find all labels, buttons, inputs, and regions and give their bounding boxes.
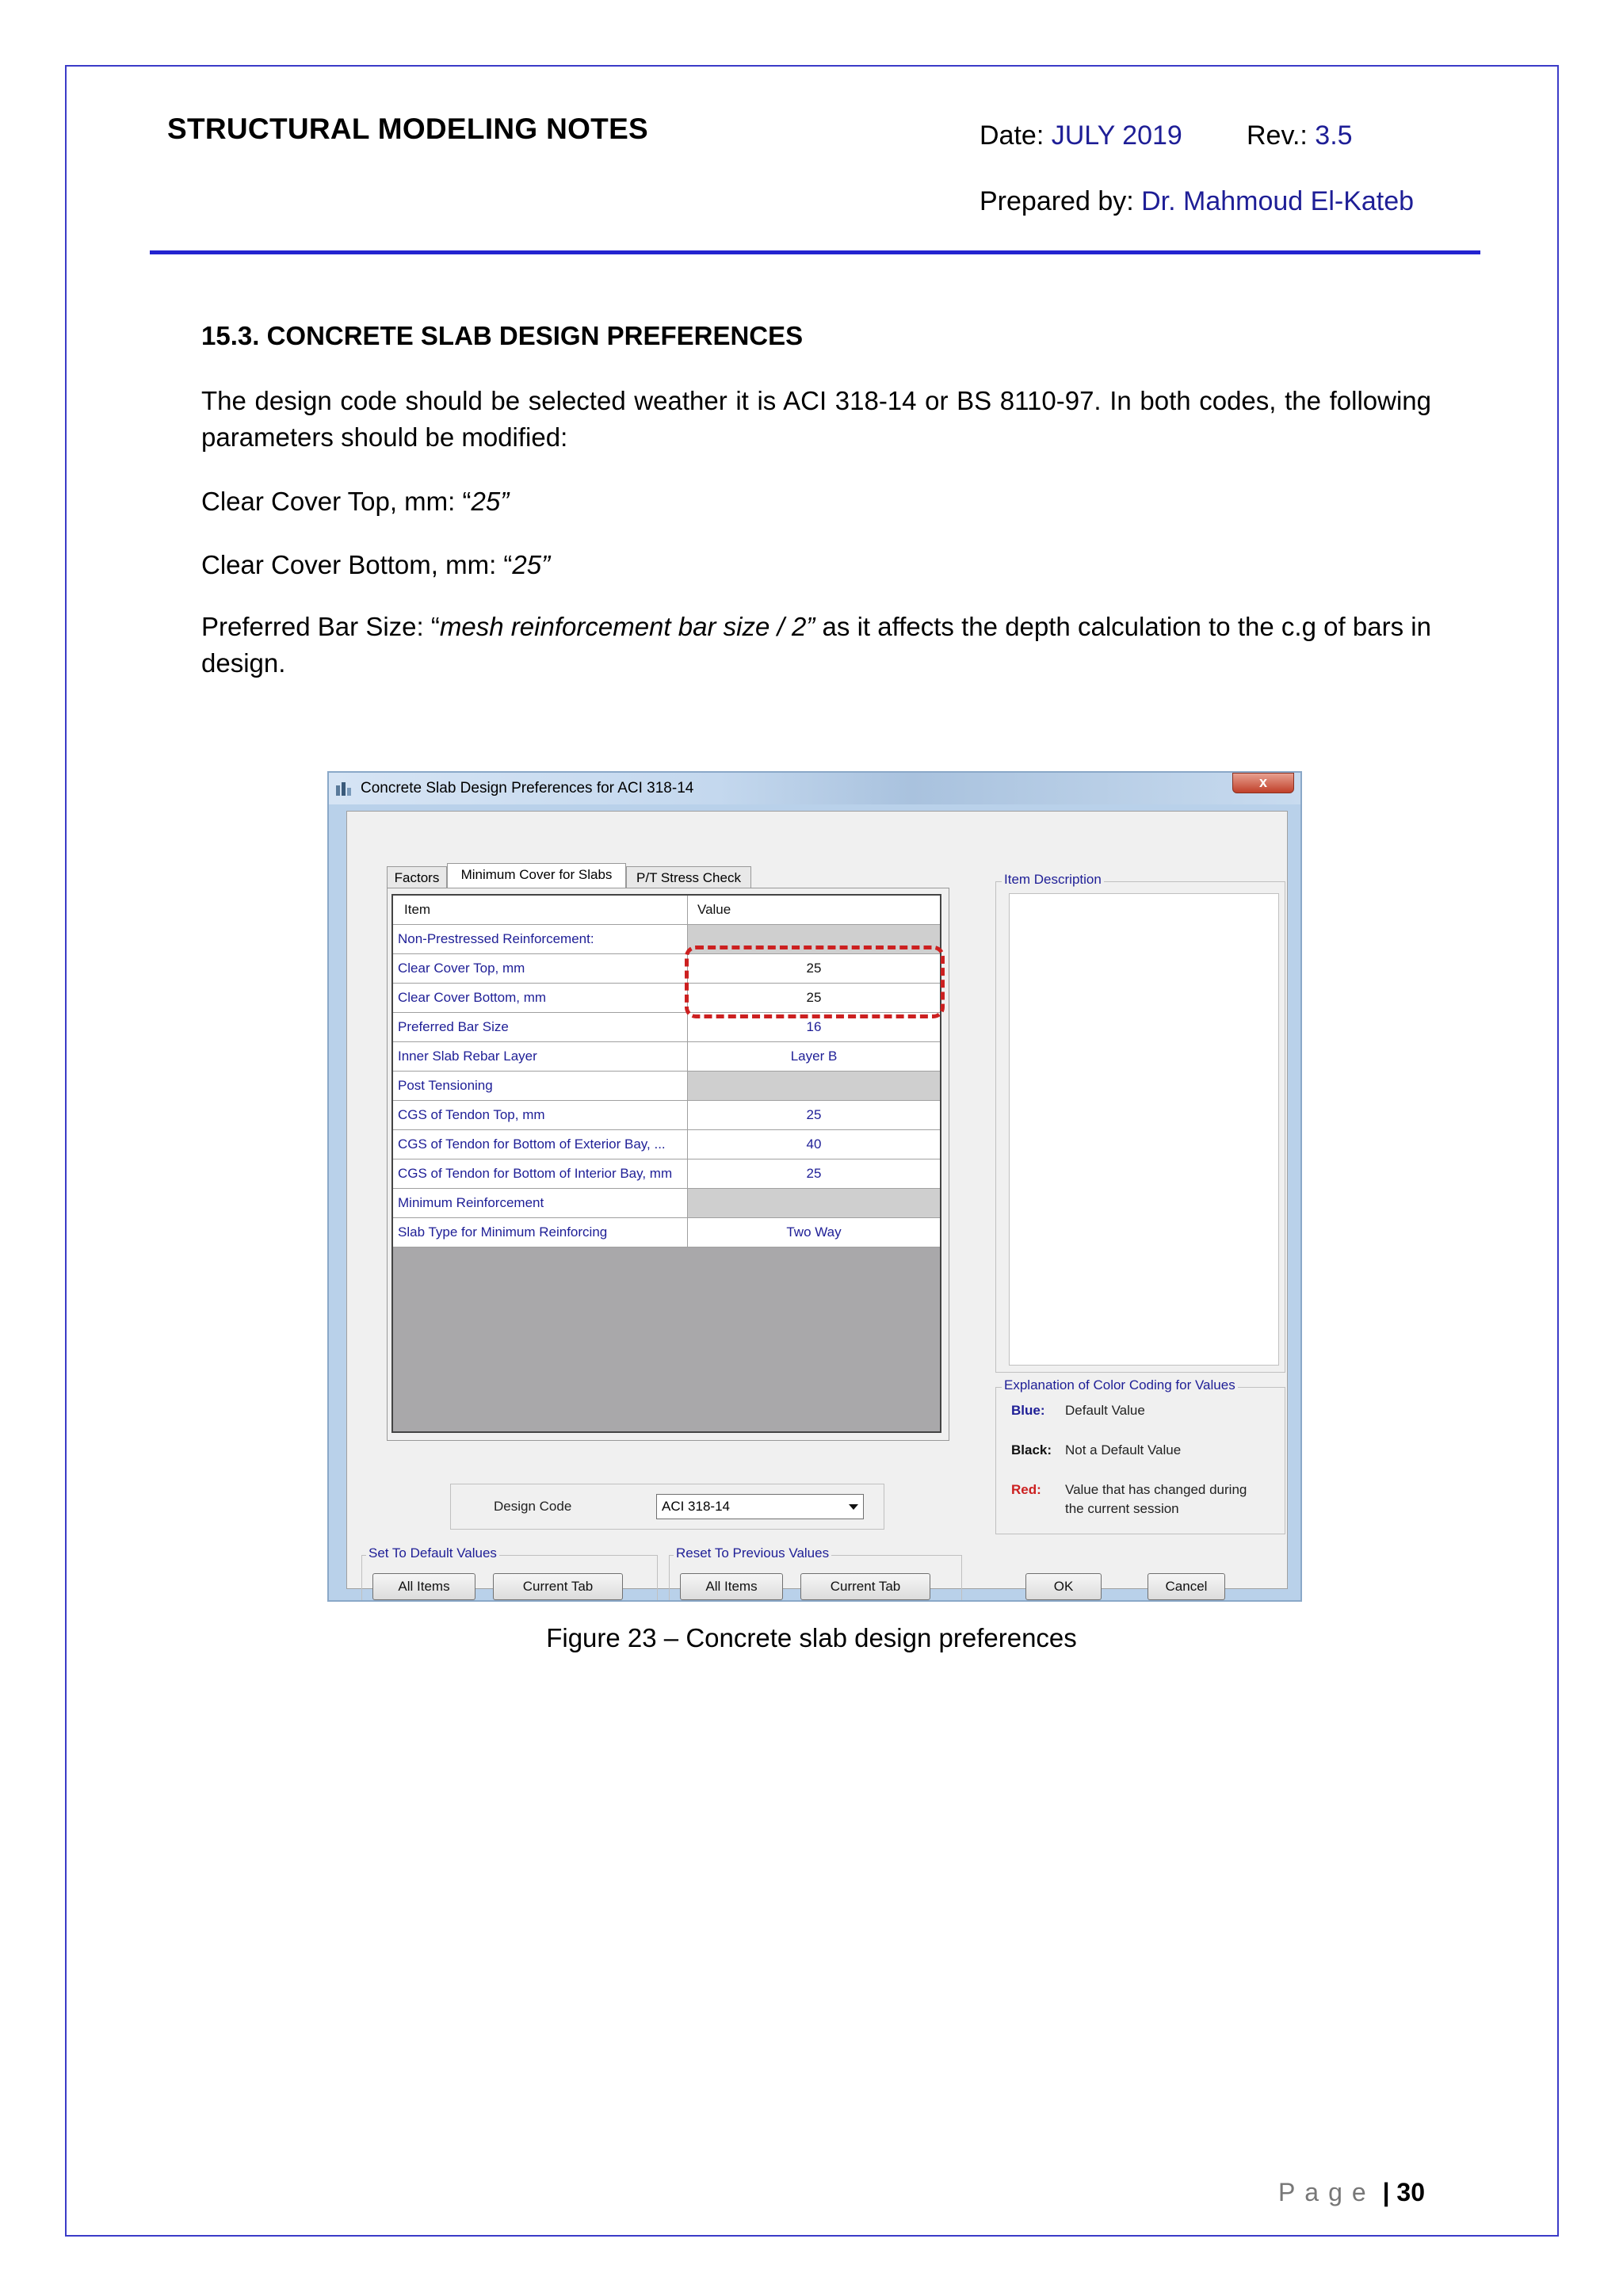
- row-item: Clear Cover Top, mm: [393, 954, 688, 983]
- tab-minimum-cover[interactable]: Minimum Cover for Slabs: [447, 863, 626, 889]
- preferred-bar-paragraph: [201, 609, 1431, 682]
- header-prepared-by: [980, 186, 1414, 217]
- tab-pt-stress-check[interactable]: P/T Stress Check: [626, 866, 751, 888]
- clear-cover-bottom-line: [201, 547, 1431, 583]
- chevron-down-icon: [849, 1504, 858, 1510]
- row-item: CGS of Tendon for Bottom of Exterior Bay, ...: [393, 1130, 688, 1159]
- table-row[interactable]: [393, 1130, 940, 1159]
- design-code-select[interactable]: [656, 1494, 864, 1519]
- design-code-label: Design Code: [494, 1499, 572, 1514]
- table-row[interactable]: [393, 1101, 940, 1130]
- close-icon[interactable]: x: [1232, 773, 1294, 793]
- row-value[interactable]: 25: [688, 1159, 940, 1188]
- prepared-value: Dr. Mahmoud El-Kateb: [1141, 186, 1415, 216]
- column-header-value: Value: [688, 896, 940, 924]
- dialog-screenshot: [327, 771, 1302, 1602]
- rev-label: Rev.:: [1247, 120, 1308, 151]
- section-title: 15.3. CONCRETE SLAB DESIGN PREFERENCES: [201, 321, 804, 350]
- row-item: CGS of Tendon for Bottom of Interior Bay, mm: [393, 1159, 688, 1188]
- legend-blue-key: Blue:: [1011, 1403, 1045, 1418]
- item-description-label: Item Description: [1002, 872, 1104, 888]
- legend-blue-text: Default Value: [1065, 1403, 1145, 1418]
- rev-value: 3.5: [1315, 120, 1353, 151]
- tab-factors[interactable]: Factors: [387, 866, 447, 888]
- table-row[interactable]: [393, 1042, 940, 1072]
- table-row[interactable]: [393, 1189, 940, 1218]
- row-value[interactable]: 25: [688, 1101, 940, 1129]
- reset-current-tab-button[interactable]: Current Tab: [800, 1573, 930, 1600]
- highlight-box: [685, 946, 945, 1018]
- row-item: Clear Cover Bottom, mm: [393, 984, 688, 1012]
- ok-button[interactable]: OK: [1025, 1573, 1102, 1600]
- table-row[interactable]: [393, 1218, 940, 1247]
- intro-paragraph: The design code should be selected weather it is ACI 318-14 or BS 8110-97. In both codes, the following parameters should be modified:: [201, 386, 1431, 452]
- legend-black-text: Not a Default Value: [1065, 1442, 1182, 1457]
- column-header-item: Item: [393, 896, 688, 924]
- dialog-body: [346, 811, 1288, 1594]
- dialog-title: Concrete Slab Design Preferences for ACI 318-14: [361, 780, 694, 797]
- bar-label: Preferred Bar Size: “: [201, 612, 440, 641]
- grid-header: [393, 896, 940, 925]
- row-item: CGS of Tendon Top, mm: [393, 1101, 688, 1129]
- item-description-box: [1009, 893, 1279, 1366]
- row-item: Slab Type for Minimum Reinforcing: [393, 1218, 688, 1247]
- reset-all-items-button[interactable]: All Items: [680, 1573, 783, 1600]
- row-value[interactable]: 25: [688, 984, 940, 1012]
- set-default-label: Set To Default Values: [366, 1545, 499, 1561]
- row-value[interactable]: Layer B: [688, 1042, 940, 1071]
- clear-cover-top-line: [201, 483, 1431, 520]
- clear-cover-bottom-label: Clear Cover Bottom, mm: “: [201, 550, 513, 579]
- page-number: | 30: [1382, 2178, 1425, 2206]
- cancel-button[interactable]: Cancel: [1148, 1573, 1225, 1600]
- set-default-current-tab-button[interactable]: Current Tab: [493, 1573, 623, 1600]
- set-default-all-items-button[interactable]: All Items: [372, 1573, 475, 1600]
- row-value[interactable]: 25: [688, 954, 940, 983]
- legend-red-key: Red:: [1011, 1482, 1041, 1497]
- clear-cover-top-value: 25”: [471, 487, 510, 516]
- legend-red-text-1: Value that has changed during: [1065, 1482, 1247, 1497]
- date-value: JULY 2019: [1051, 120, 1182, 151]
- bar-value: mesh reinforcement bar size / 2”: [439, 612, 815, 641]
- row-item: Post Tensioning: [393, 1072, 688, 1100]
- legend-black-key: Black:: [1011, 1442, 1052, 1457]
- document-title: STRUCTURAL MODELING NOTES: [167, 113, 649, 145]
- row-item: Non-Prestressed Reinforcement:: [393, 925, 688, 953]
- row-value[interactable]: 16: [688, 1013, 940, 1041]
- reset-previous-label: Reset To Previous Values: [674, 1545, 831, 1561]
- row-value[interactable]: Two Way: [688, 1218, 940, 1247]
- color-legend-title: Explanation of Color Coding for Values: [1002, 1377, 1238, 1393]
- clear-cover-bottom-value: 25”: [512, 550, 551, 579]
- header-rule: [150, 250, 1480, 254]
- date-label: Date:: [980, 120, 1044, 151]
- row-value: [688, 1072, 940, 1100]
- figure-caption: Figure 23 – Concrete slab design preferences: [546, 1623, 1077, 1652]
- row-value[interactable]: 40: [688, 1130, 940, 1159]
- header-revision: [1247, 120, 1353, 151]
- app-icon: [335, 781, 353, 797]
- dialog-titlebar: [329, 773, 1300, 804]
- row-item: Inner Slab Rebar Layer: [393, 1042, 688, 1071]
- page-label: Page: [1277, 2178, 1376, 2206]
- legend-red-text-2: the current session: [1065, 1501, 1179, 1516]
- row-value: [688, 1189, 940, 1217]
- prepared-label: Prepared by:: [980, 186, 1134, 216]
- table-row[interactable]: [393, 1072, 940, 1101]
- row-item: Minimum Reinforcement: [393, 1189, 688, 1217]
- clear-cover-top-label: Clear Cover Top, mm: “: [201, 487, 472, 516]
- table-row[interactable]: [393, 1159, 940, 1189]
- bar-rest: as it affects the depth calculation to the c.g of bars in design.: [201, 612, 1431, 678]
- header-date: [980, 120, 1182, 151]
- design-code-value: ACI 318-14: [662, 1499, 730, 1514]
- row-item: Preferred Bar Size: [393, 1013, 688, 1041]
- page-footer: [1278, 2178, 1425, 2207]
